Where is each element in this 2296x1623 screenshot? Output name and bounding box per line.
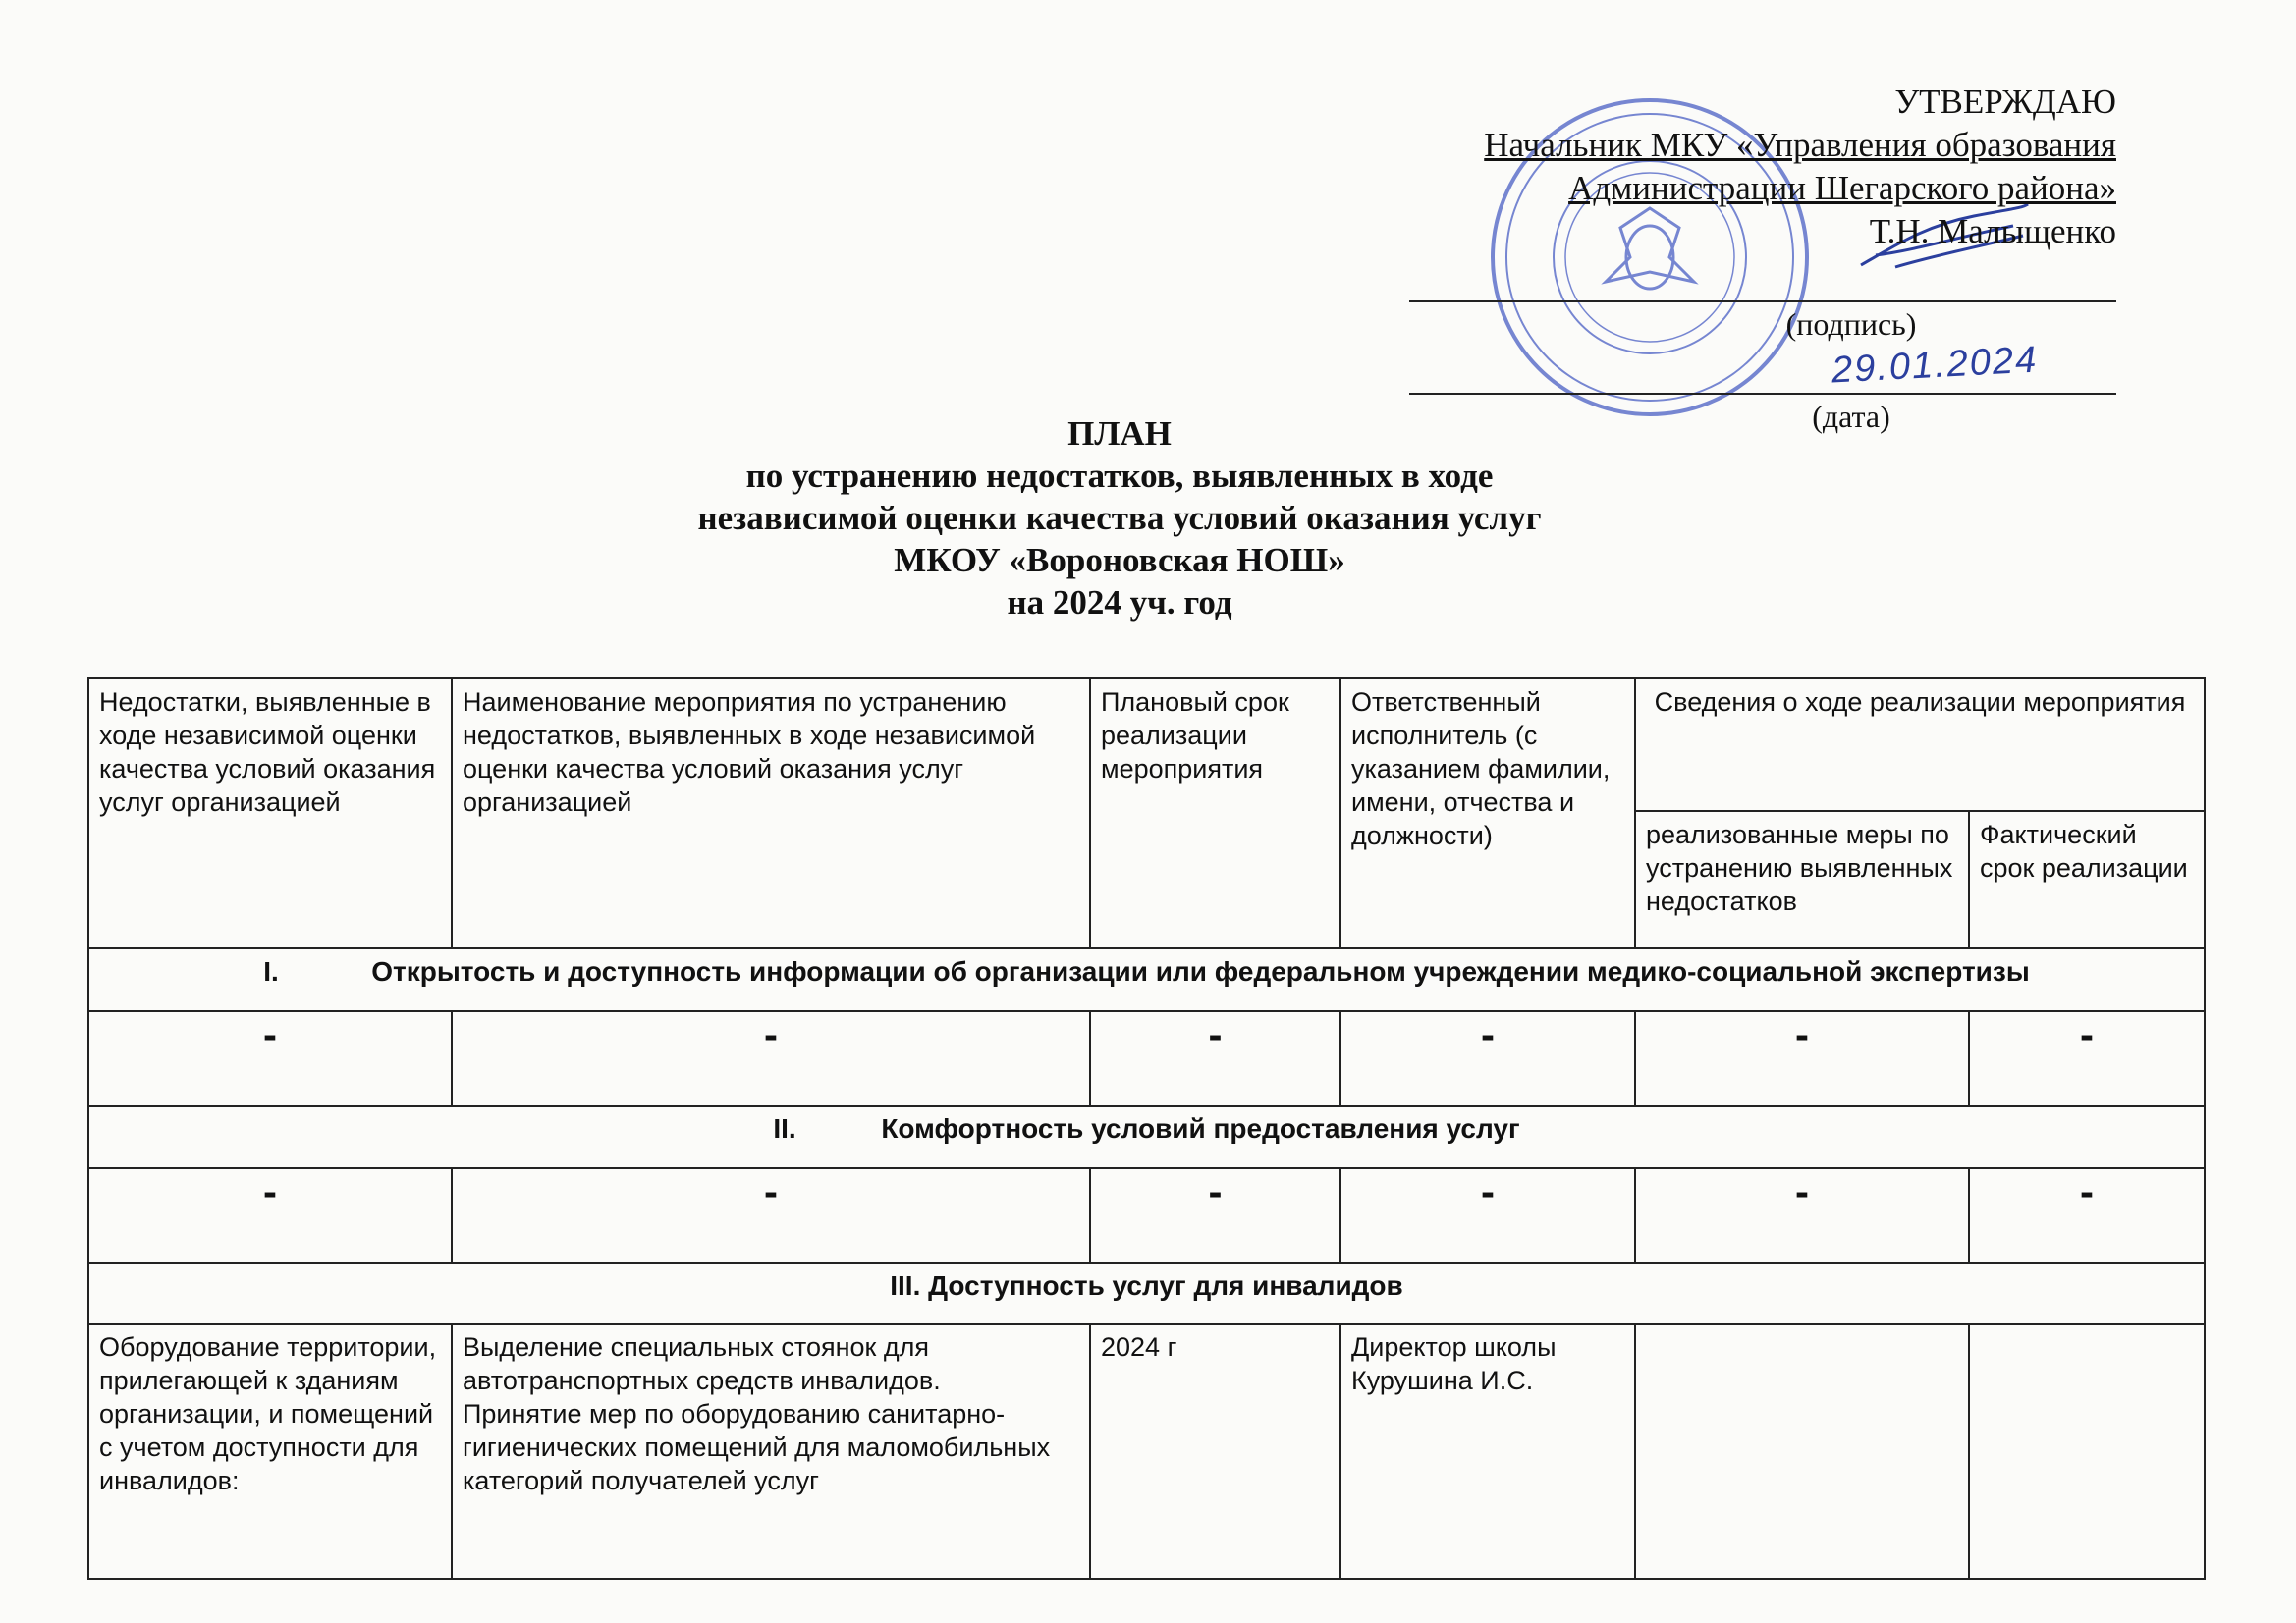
actual-date-cell: [1969, 1324, 2205, 1579]
approval-block: [1409, 81, 2116, 438]
dash-cell: -: [88, 1011, 452, 1106]
header-responsible: Ответственный исполнитель (с указанием фамилии, имени, отчества и должности): [1340, 678, 1635, 948]
measure-cell: [452, 1324, 1090, 1579]
approval-position-line1: Начальник МКУ «Управления образования: [1484, 126, 2116, 164]
title-line-2: по устранению недостатков, выявленных в ходе: [745, 457, 1494, 495]
signature-line: [1409, 255, 2116, 302]
responsible-cell: [1340, 1324, 1635, 1579]
approval-position-line2: Администрации Шегарского района»: [1568, 169, 2116, 207]
header-planned-date: Плановый срок реализации мероприятия: [1090, 678, 1340, 948]
section-2-heading: [88, 1106, 2205, 1168]
planned-date-cell: 2024 г: [1090, 1324, 1340, 1579]
dash-cell: -: [1340, 1168, 1635, 1263]
section-2-number: II.: [773, 1113, 796, 1144]
dash-cell: -: [1635, 1168, 1969, 1263]
header-implemented-measures: реализованные меры по устранению выявленных недостатков: [1635, 811, 1969, 948]
section-2-title: Комфортность условий предоставления услуг: [881, 1113, 1520, 1144]
dash-cell: -: [452, 1168, 1090, 1263]
approval-heading: УТВЕРЖДАЮ: [1894, 82, 2116, 121]
dash-cell: -: [1969, 1168, 2205, 1263]
header-actual-date: Фактический срок реализации: [1969, 811, 2205, 948]
header-deficiencies: Недостатки, выявленные в ходе независимой оценки качества условий оказания услуг организацией: [88, 678, 452, 948]
title-line-3: независимой оценки качества условий оказания услуг: [697, 499, 1542, 537]
table-header-row: [88, 678, 2205, 811]
dash-cell: -: [1090, 1011, 1340, 1106]
approval-name: Т.Н. Малыщенко: [1869, 212, 2116, 250]
responsible-position: Директор школы: [1351, 1332, 1557, 1362]
measure-text-1: Выделение специальных стоянок для автотранспортных средств инвалидов.: [463, 1332, 941, 1395]
table-row: [88, 1324, 2205, 1579]
implemented-measures-cell: [1635, 1324, 1969, 1579]
dash-cell: -: [1969, 1011, 2205, 1106]
title-line-4: МКОУ «Вороновская НОШ»: [894, 541, 1345, 579]
section-1-number: I.: [263, 956, 279, 987]
deficiency-cell: Оборудование территории, прилегающей к зданиям организации, и помещений с учетом доступности для инвалидов:: [88, 1324, 452, 1579]
title-line-5: на 2024 уч. год: [1007, 583, 1232, 622]
table-row: [88, 1011, 2205, 1106]
section-3-heading: III. Доступность услуг для инвалидов: [88, 1263, 2205, 1324]
section-row-3: [88, 1263, 2205, 1324]
table-row: [88, 1168, 2205, 1263]
responsible-name: Курушина И.С.: [1351, 1366, 1534, 1395]
signature-caption: (подпись): [1785, 306, 1917, 342]
dash-cell: -: [1090, 1168, 1340, 1263]
section-1-heading: [88, 948, 2205, 1011]
handwritten-date: 29.01.2024: [1831, 339, 2040, 392]
measure-text-2: Принятие мер по оборудованию санитарно-гигиенических помещений для маломобильных категорий получателей услуг: [463, 1399, 1051, 1495]
plan-table: [87, 677, 2206, 1580]
section-row-1: [88, 948, 2205, 1011]
dash-cell: -: [1340, 1011, 1635, 1106]
title-line-1: ПЛАН: [1067, 414, 1172, 453]
header-progress-info: Сведения о ходе реализации мероприятия: [1635, 678, 2205, 811]
date-line: [1409, 339, 2116, 395]
header-measure-name: Наименование мероприятия по устранению недостатков, выявленных в ходе независимой оценки качества условий оказания услуг организацией: [452, 678, 1090, 948]
dash-cell: -: [88, 1168, 452, 1263]
date-caption: (дата): [1812, 399, 1890, 434]
section-1-title: Открытость и доступность информации об организации или федеральном учреждении медико-социальной экспертизы: [371, 956, 2030, 987]
document-title: [471, 412, 1768, 623]
section-row-2: [88, 1106, 2205, 1168]
dash-cell: -: [1635, 1011, 1969, 1106]
dash-cell: -: [452, 1011, 1090, 1106]
